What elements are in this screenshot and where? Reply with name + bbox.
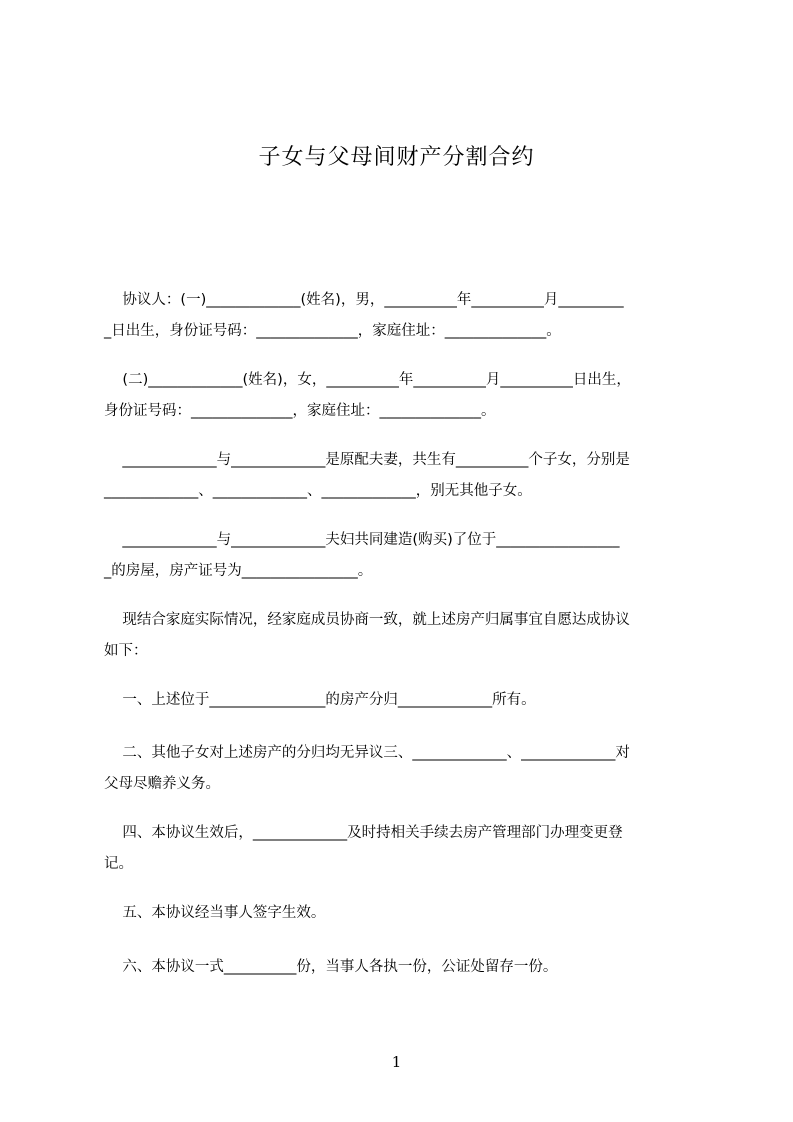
clause-six [104, 952, 700, 983]
document-title: 子女与父母间财产分割合约 [258, 145, 535, 170]
paragraph-property [104, 525, 700, 587]
text-line: 协议人：(一)_____________(姓名)，男，__________年__________月_________ [104, 292, 624, 308]
text-line: _____________与_____________夫妇共同建造(购买)了位于_________________ [104, 532, 620, 548]
text-line: _____________、_____________、_____________，别无其他子女。 [104, 483, 532, 499]
text-line: 父母尽赡养义务。 [104, 776, 220, 792]
text-line: 身份证号码：______________，家庭住址：______________。 [104, 403, 496, 419]
paragraph-agreement [104, 605, 700, 667]
clause-one [104, 685, 700, 716]
text-line: 现结合家庭实际情况，经家庭成员协商一致，就上述房产归属事宜自愿达成协议 [104, 612, 630, 628]
text-line: _日出生，身份证号码：______________，家庭住址：______________。 [104, 323, 561, 339]
text-line: 如下： [104, 643, 148, 659]
text-line: 记。 [104, 856, 133, 872]
text-line: _____________与_____________是原配夫妻，共生有__________个子女，分别是 [104, 452, 630, 468]
text-line: 二、其他子女对上述房产的分归均无异议三、_____________、_____________对 [104, 745, 630, 761]
text-line: _的房屋，房产证号为________________。 [104, 563, 373, 579]
clause-five [104, 898, 700, 929]
text-line: 六、本协议一式__________份，当事人各执一份，公证处留存一份。 [104, 959, 558, 975]
text-line: 五、本协议经当事人签字生效。 [104, 905, 326, 921]
page-number: 1 [391, 1053, 402, 1071]
clause-four [104, 818, 700, 880]
paragraph-parties-one [104, 285, 700, 347]
text-line: 四、本协议生效后，_____________及时持相关手续去房产管理部门办理变更登 [104, 825, 623, 841]
text-line: 一、上述位于________________的房产分归_____________所有。 [104, 692, 536, 708]
paragraph-parties-two [104, 365, 700, 427]
text-line: (二)_____________(姓名)，女，__________年__________月__________日出生， [104, 372, 631, 388]
clause-two [104, 738, 700, 800]
paragraph-marriage [104, 445, 700, 507]
